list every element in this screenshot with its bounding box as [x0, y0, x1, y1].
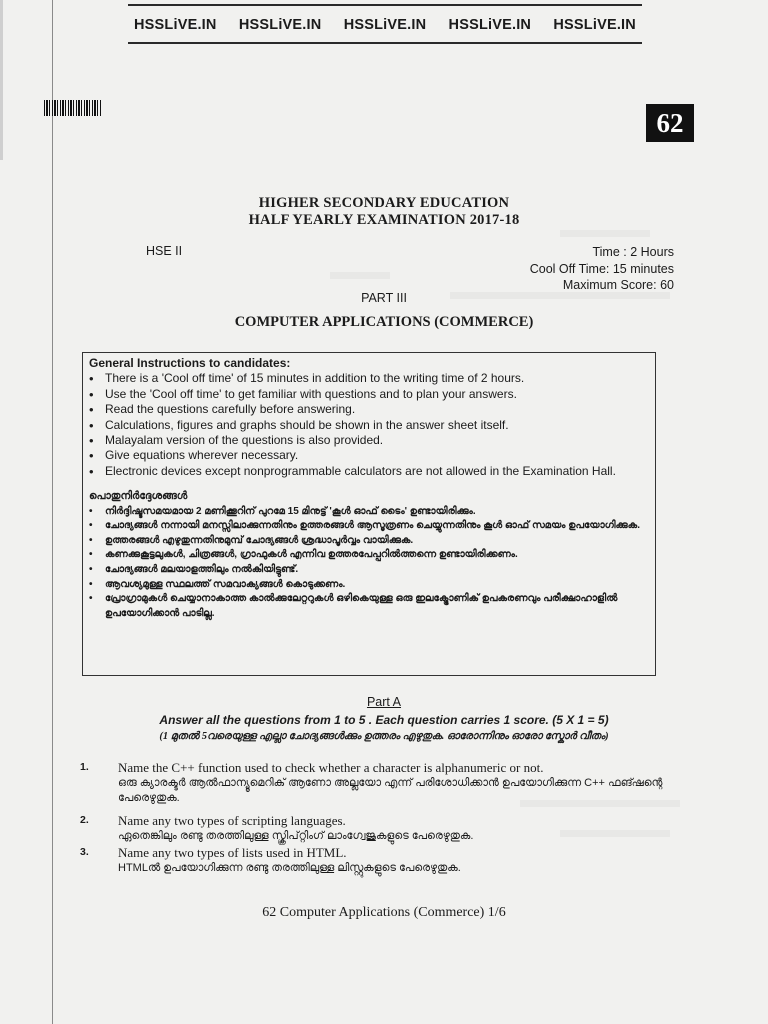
- ml-instruction-item: • ഉത്തരങ്ങൾ എഴുതുന്നതിനുമുമ്പ് ചോദ്യങ്ങൾ ശ്രദ്ധാപൂർവ്വം വായിക്കുക.: [89, 534, 655, 549]
- part-label: PART III: [361, 291, 407, 305]
- banner-item: HSSLiVE.IN: [553, 17, 636, 33]
- question-2: [80, 813, 680, 844]
- subject-title: COMPUTER APPLICATIONS (COMMERCE): [234, 314, 534, 330]
- ml-instruction-item: • പ്രോഗ്രാമുകൾ ചെയ്യാനാകാത്ത കാൽക്കുലേറ്ററുകൾ ഒഴികെയുള്ള ഒരു ഇലക്ട്രോണിക് ഉപകരണവും പരീക്ഷാഹാളിൽ ഉപയോഗിക്കാൻ പാടില്ല.: [89, 592, 655, 621]
- ml-instructions-list: [89, 505, 655, 622]
- part-a-instruction-ml: (1 മുതൽ 5വരെയുള്ള എല്ലാ ചോദ്യങ്ങൾക്കും ഉത്തരം എഴുതുക. ഓരോന്നിനും ഓരോ സ്കോർ വീതം): [159, 731, 609, 742]
- instructions-list: [89, 371, 655, 479]
- banner-item: HSSLiVE.IN: [238, 17, 322, 33]
- class-label: HSE II: [146, 244, 183, 258]
- question-number: 3.: [80, 846, 89, 858]
- page-footer: 62 Computer Applications (Commerce) 1/6: [262, 905, 506, 920]
- banner-item: HSSLiVE.IN: [448, 17, 532, 33]
- question-text: Name any two types of lists used in HTML.: [118, 845, 347, 860]
- question-code-badge: 62: [646, 104, 694, 142]
- ml-instructions-heading: പൊതുനിർദ്ദേശങ്ങൾ: [89, 490, 188, 503]
- instructions-heading: General Instructions to candidates:: [89, 356, 291, 370]
- exam-meta: [530, 244, 674, 294]
- exam-title: HIGHER SECONDARY EDUCATION: [258, 195, 510, 211]
- banner-item: HSSLiVE.IN: [134, 17, 217, 33]
- question-text-ml: HTMLൽ ഉപയോഗിക്കുന്ന രണ്ടു തരത്തിലുള്ള ലിസ്റ്റുകളുടെ പേരെഴുതുക.: [118, 861, 461, 874]
- instruction-item: • Malayalam version of the questions is also provided.: [89, 433, 655, 448]
- question-text-ml: ഏതെങ്കിലും രണ്ടു തരത്തിലുള്ള സ്ക്രിപ്റ്റിംഗ് ലാംഗ്വേജുകളുടെ പേരെഴുതുക.: [118, 829, 474, 842]
- time-label: Time : 2 Hours: [592, 245, 674, 259]
- instructions-box: [82, 352, 656, 676]
- watermark-banner: [128, 10, 642, 40]
- ml-instruction-item: • കണക്കുകൂട്ടലുകൾ, ചിത്രങ്ങൾ, ഗ്രാഫുകൾ എന്നിവ ഉത്തരപേപ്പറിൽത്തന്നെ ഉണ്ടായിരിക്കണം.: [89, 548, 655, 563]
- question-1: [80, 760, 680, 807]
- instruction-item: • Read the questions carefully before answering.: [89, 402, 655, 417]
- instruction-item: • Electronic devices except nonprogrammable calculators are not allowed in the Examination Hall.: [89, 464, 655, 479]
- question-text: Name the C++ function used to check whether a character is alphanumeric or not.: [118, 760, 544, 775]
- question-text-ml: ഒരു ക്യാരക്ടർ ആൽഫാന്യൂമെറിക് ആണോ അല്ലയോ എന്ന് പരിശോധിക്കാൻ ഉപയോഗിക്കുന്ന C++ ഫങ്ഷന്റെ പേരെഴുതുക.: [118, 776, 663, 804]
- question-text: Name any two types of scripting languages.: [118, 813, 346, 828]
- cool-off-label: Cool Off Time: 15 minutes: [529, 261, 674, 276]
- question-3: [80, 845, 680, 876]
- instruction-item: • Calculations, figures and graphs should be shown in the answer sheet itself.: [89, 418, 655, 433]
- part-a-title: Part A: [366, 695, 402, 709]
- barcode: [44, 100, 102, 116]
- banner-item: HSSLiVE.IN: [343, 17, 427, 33]
- max-score-label: Maximum Score: 60: [562, 278, 674, 292]
- banner-rule-bottom: [128, 42, 642, 44]
- question-number: 2.: [80, 814, 89, 826]
- bleed-through: [560, 230, 650, 237]
- page-edge: [0, 0, 3, 160]
- part-a-instruction: Answer all the questions from 1 to 5 . Each question carries 1 score. (5 X 1 = 5): [159, 713, 609, 727]
- instruction-item: • Give equations wherever necessary.: [89, 448, 655, 463]
- exam-subtitle: HALF YEARLY EXAMINATION 2017-18: [248, 212, 520, 228]
- ml-instruction-item: • നിർദ്ദിഷ്ടസമയമായ 2 മണിക്കൂറിന് പുറമേ 15 മിനുട്ട് 'കൂൾ ഓഫ് ടൈം' ഉണ്ടായിരിക്കും.: [89, 505, 655, 520]
- ml-instruction-item: • ചോദ്യങ്ങൾ മലയാളത്തിലും നൽകിയിട്ടുണ്ട്.: [89, 563, 655, 578]
- margin-line: [52, 0, 53, 1024]
- ml-instruction-item: • ചോദ്യങ്ങൾ നന്നായി മനസ്സിലാക്കുന്നതിനും ഉത്തരങ്ങൾ ആസൂത്രണം ചെയ്യുന്നതിനും കൂൾ ഓഫ് സമയം ഉപയോഗിക്കുക.: [89, 519, 655, 534]
- banner-rule-top: [128, 4, 642, 6]
- instruction-item: • Use the 'Cool off time' to get familiar with questions and to plan your answers.: [89, 387, 655, 402]
- instruction-item: • There is a 'Cool off time' of 15 minutes in addition to the writing time of 2 hours.: [89, 371, 655, 386]
- ml-instruction-item: • ആവശ്യമുള്ള സ്ഥലത്ത് സമവാക്യങ്ങൾ കൊടുക്കണം.: [89, 578, 655, 593]
- question-number: 1.: [80, 761, 89, 773]
- bleed-through: [330, 272, 390, 279]
